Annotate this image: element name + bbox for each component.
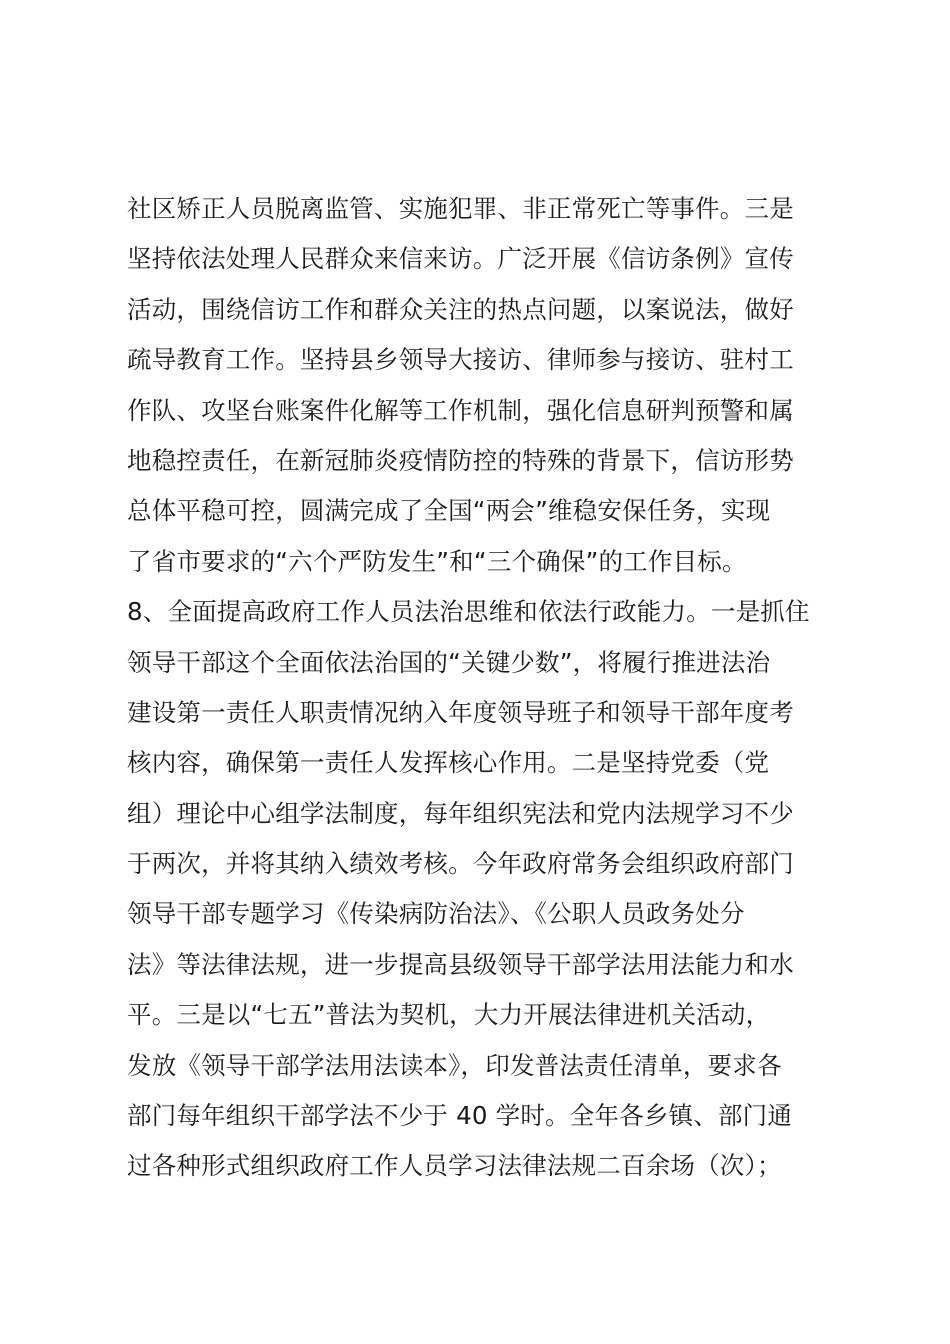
text-line: 组）理论中心组学法制度，每年组织宪法和党内法规学习不少 — [127, 798, 794, 828]
text-line: 于两次，并将其纳入绩效考核。今年政府常务会组织政府部门 — [127, 849, 794, 879]
body-text — [127, 184, 847, 1192]
text-line: 坚持依法处理人民群众来信来访。广泛开展《信访条例》宣传 — [127, 244, 794, 274]
text-line: 社区矫正人员脱离监管、实施犯罪、非正常死亡等事件。三是 — [127, 194, 794, 223]
text-line: 地稳控责任，在新冠肺炎疫情防控的特殊的背景下，信访形势 — [127, 445, 794, 475]
text-line: 发放《领导干部学法用法读本》，印发普法责任清单，要求各 — [127, 1050, 782, 1080]
text-line: 平。三是以“七五”普法为契机，大力开展法律进机关活动， — [127, 1000, 771, 1030]
text-line: 核内容，确保第一责任人发挥核心作用。二是坚持党委（党 — [127, 748, 770, 778]
text-line: 疏导教育工作。坚持县乡领导大接访、律师参与接访、驻村工 — [127, 345, 794, 375]
text-line: 活动，围绕信访工作和群众关注的热点问题，以案说法，做好 — [127, 294, 794, 324]
text-line: 了省市要求的“六个严防发生”和“三个确保”的工作目标。 — [127, 546, 747, 576]
text-line: 过各种形式组织政府工作人员学习法律法规二百余场（次）； — [127, 1151, 782, 1181]
text-line: 作队、攻坚台账案件化解等工作机制，强化信息研判预警和属 — [127, 395, 794, 425]
text-line: 法》等法律法规，进一步提高县级领导干部学法用法能力和水 — [127, 949, 794, 979]
text-line: 部门每年组织干部学法不少于 40 学时。全年各乡镇、部门通 — [127, 1101, 793, 1131]
text-line: 领导干部专题学习《传染病防治法》、《公职人员政务处分 — [127, 899, 745, 929]
text-line: 建设第一责任人职责情况纳入年度领导班子和领导干部年度考 — [127, 697, 794, 727]
section-heading-line: 8、全面提高政府工作人员法治思维和依法行政能力。一是抓住 — [127, 597, 810, 627]
text-line: 领导干部这个全面依法治国的“关键少数”，将履行推进法治 — [127, 647, 771, 677]
text-line: 总体平稳可控，圆满完成了全国“两会”维稳安保任务，实现 — [127, 496, 771, 526]
